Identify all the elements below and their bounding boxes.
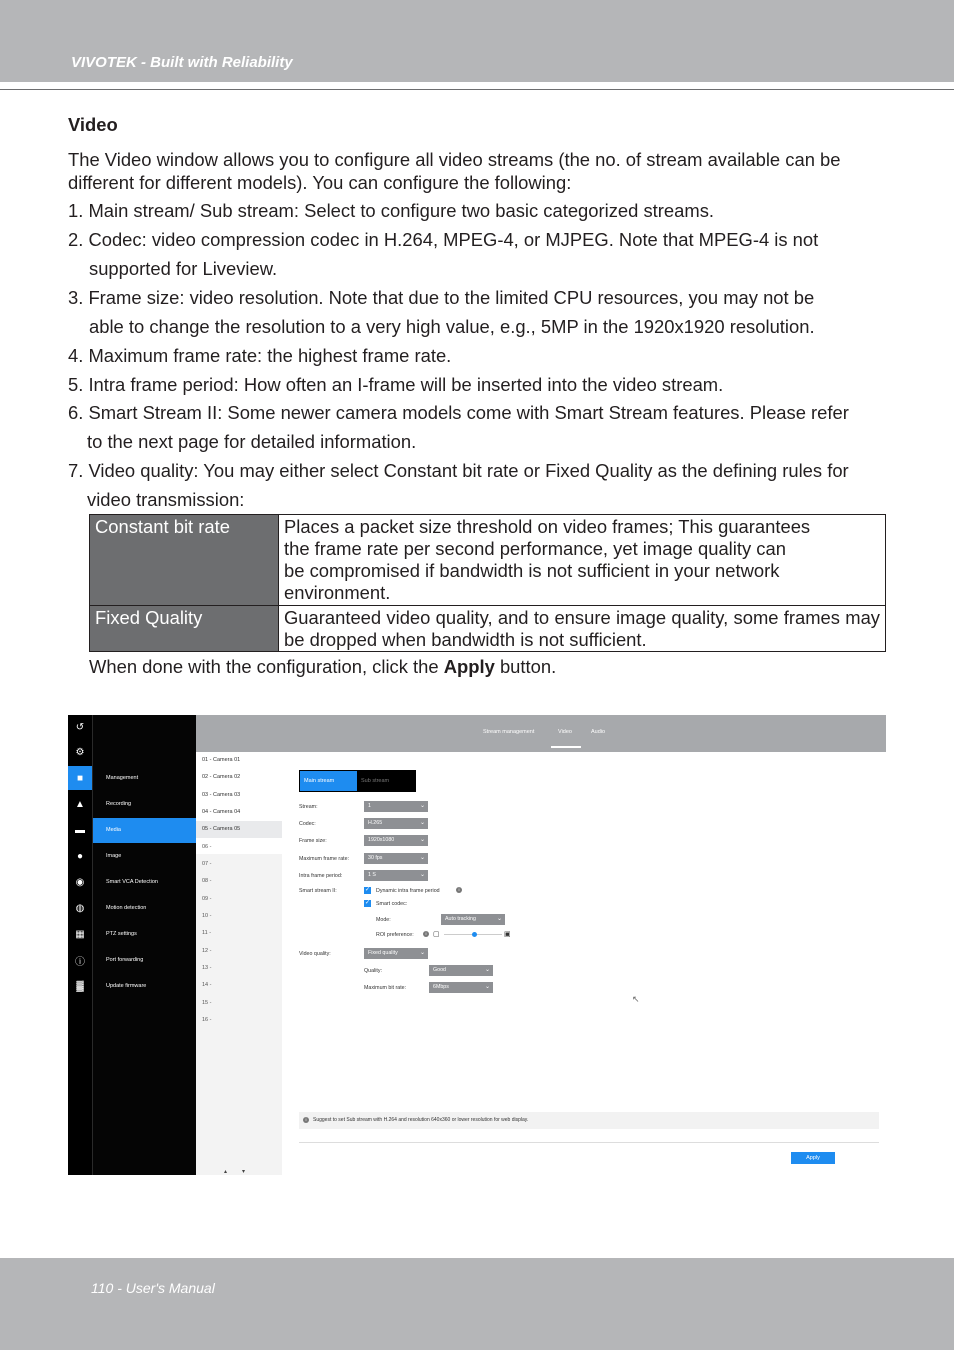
camera-item[interactable]: 09 - — [202, 896, 212, 902]
codec-label: Codec: — [299, 821, 316, 827]
closing-line — [89, 655, 909, 678]
user-icon[interactable]: ● — [76, 850, 84, 862]
smart-codec-checkbox[interactable]: ✓ — [364, 900, 371, 906]
tab-video[interactable]: Video — [558, 729, 572, 735]
info-icon[interactable]: ⓘ — [75, 956, 85, 968]
video-quality-table — [89, 514, 886, 652]
list-item-5: 5. Intra frame period: How often an I-frame will be inserted into the video stream. — [68, 374, 724, 395]
menu-item-ptz-settings[interactable]: PTZ settings — [106, 931, 137, 937]
mode-label: Mode: — [376, 917, 391, 923]
frame-size-value: 1920x1080 — [368, 837, 395, 843]
definition-line: the frame rate per second performance, yet image quality can — [284, 538, 786, 559]
quality-value: Good — [433, 967, 446, 973]
chevron-down-icon: ⌄ — [484, 984, 490, 990]
section-title: Video — [68, 114, 118, 135]
menu-item-media[interactable]: Media — [93, 818, 197, 843]
bell-icon[interactable]: ▲ — [75, 798, 85, 810]
max-frame-rate-label: Maximum frame rate: — [299, 856, 350, 862]
globe-icon[interactable]: ◍ — [75, 902, 85, 914]
max-frame-rate-select[interactable] — [364, 853, 428, 864]
chevron-down-icon: ⌄ — [419, 803, 425, 809]
camera-item[interactable]: 12 - — [202, 948, 212, 954]
definition-line: Places a packet size threshold on video frames; This guarantees — [284, 516, 811, 537]
notice-bar — [299, 1112, 879, 1129]
info-icon[interactable]: i — [456, 887, 462, 893]
footer-divider — [299, 1142, 879, 1143]
menu-item-port-forwarding[interactable]: Port forwarding — [106, 957, 144, 963]
quality-select[interactable] — [429, 965, 493, 976]
quality-label: Quality: — [364, 968, 382, 974]
info-icon[interactable]: i — [423, 931, 429, 937]
intra-frame-period-label: Intra frame period: — [299, 873, 343, 879]
max-bit-rate-select[interactable] — [429, 982, 493, 993]
roi-preference-label: ROI preference: — [376, 932, 414, 938]
video-settings-screenshot — [68, 715, 886, 1175]
menu-item-recording[interactable]: Recording — [106, 801, 132, 807]
camera-item[interactable]: 01 - Camera 01 — [202, 757, 241, 763]
dynamic-intra-checkbox[interactable]: ✓ — [364, 887, 371, 893]
tab-audio[interactable]: Audio — [591, 729, 606, 735]
camera-icon[interactable]: ■ — [68, 766, 92, 790]
info-icon: i — [303, 1117, 309, 1123]
chevron-down-icon: ⌄ — [419, 820, 425, 826]
list-item-3-cont: able to change the resolution to a very high value, e.g., 5MP in the 1920x1920 resolution. — [89, 316, 815, 337]
stream-label: Stream: — [299, 804, 318, 810]
tab-stream-management[interactable]: Stream management — [483, 729, 535, 735]
top-tab-bar — [196, 715, 886, 752]
apply-button[interactable]: Apply — [791, 1152, 835, 1164]
codec-value: H.265 — [368, 820, 383, 826]
video-quality-label: Video quality: — [299, 951, 331, 957]
low-detail-icon: ▢ — [433, 931, 440, 938]
frame-size-select[interactable] — [364, 835, 428, 846]
chevron-down-icon: ⌄ — [419, 872, 425, 878]
page-number: 110 - User's Manual — [91, 1280, 215, 1296]
frame-size-label: Frame size: — [299, 838, 327, 844]
list-item-7: 7. Video quality: You may either select Constant bit rate or Fixed Quality as the defining rules for — [68, 460, 849, 481]
apply-emphasis: Apply — [443, 656, 495, 677]
storage-icon[interactable]: ◉ — [75, 876, 85, 888]
camera-item[interactable]: 16 - — [202, 1017, 212, 1023]
mouse-pointer-icon: ↖ — [632, 994, 640, 1004]
closing-text: When done with the configuration, click the — [89, 656, 444, 677]
list-item-3: 3. Frame size: video resolution. Note that due to the limited CPU resources, you may not be — [68, 287, 815, 308]
menu-item-smart-vca[interactable]: Smart VCA Detection — [106, 879, 158, 885]
codec-select[interactable] — [364, 818, 428, 829]
list-item-4: 4. Maximum frame rate: the highest frame rate. — [68, 345, 452, 366]
brand-label: VIVOTEK - Built with Reliability — [71, 54, 293, 71]
stream-select[interactable] — [364, 801, 428, 812]
grid-icon[interactable]: ▦ — [75, 928, 85, 940]
video-quality-select[interactable] — [364, 948, 428, 959]
table-row — [90, 606, 886, 652]
icon-sidebar — [68, 715, 92, 1175]
page-footer — [0, 1258, 954, 1350]
active-tab-indicator — [551, 746, 581, 748]
mode-value: Auto tracking — [445, 916, 476, 922]
list-item-6: 6. Smart Stream II: Some newer camera models come with Smart Stream features. Please refer — [68, 402, 849, 423]
camera-item[interactable]: 06 - — [202, 844, 212, 850]
camera-item[interactable]: 11 - — [202, 930, 212, 936]
table-row — [90, 515, 886, 606]
camera-item[interactable]: 08 - — [202, 878, 212, 884]
monitor-icon[interactable]: ▬ — [75, 824, 85, 836]
header-divider — [0, 89, 954, 90]
smart-stream-label: Smart stream II: — [299, 888, 337, 894]
page-header — [0, 0, 954, 82]
chevron-down-icon: ⌄ — [496, 916, 502, 922]
settings-menu — [92, 715, 196, 1175]
term-cell: Fixed Quality — [90, 606, 279, 652]
stream-value: 1 — [368, 803, 371, 809]
menu-item-motion-detection[interactable]: Motion detection — [106, 905, 147, 911]
roi-slider-handle[interactable] — [472, 932, 477, 937]
list-item-2-cont: supported for Liveview. — [89, 258, 278, 279]
camera-item[interactable]: 10 - — [202, 913, 212, 919]
chevron-down-icon: ⌄ — [419, 837, 425, 843]
mode-select[interactable] — [441, 914, 505, 925]
list-item-6-cont: to the next page for detailed information. — [87, 431, 417, 452]
dynamic-intra-label: Dynamic intra frame period — [376, 888, 440, 894]
stream-toggle — [299, 770, 416, 792]
menu-item-management[interactable]: Management — [106, 775, 139, 781]
camera-item[interactable]: 02 - Camera 02 — [202, 774, 241, 780]
closing-text-end: button. — [494, 656, 557, 677]
intro-line-1: The Video window allows you to configure all video streams (the no. of stream available can be — [68, 149, 841, 170]
gear-icon[interactable]: ⚙ — [75, 746, 85, 758]
scroll-arrows-icon[interactable]: ▴ ▾ — [224, 1169, 246, 1175]
video-quality-value: Fixed quality — [368, 950, 398, 956]
camera-item[interactable]: 04 - Camera 04 — [202, 809, 241, 815]
term-cell: Constant bit rate — [90, 515, 279, 606]
camera-item[interactable]: 14 - — [202, 982, 212, 988]
main-stream-button[interactable]: Main stream — [300, 771, 357, 791]
intra-frame-period-value: 1 S — [368, 872, 376, 878]
chart-icon[interactable]: ▓ — [76, 980, 84, 992]
camera-item[interactable]: 13 - — [202, 965, 212, 971]
sub-stream-button[interactable]: Sub stream — [361, 778, 390, 784]
intra-frame-period-select[interactable] — [364, 870, 428, 881]
definition-cell — [279, 515, 886, 606]
chevron-down-icon: ⌄ — [484, 967, 490, 973]
high-detail-icon: ▣ — [504, 931, 511, 938]
smart-codec-label: Smart codec: — [376, 901, 408, 907]
chevron-down-icon: ⌄ — [419, 855, 425, 861]
max-bit-rate-label: Maximum bit rate: — [364, 985, 407, 991]
chevron-down-icon: ⌄ — [419, 950, 425, 956]
menu-item-update-firmware[interactable]: Update firmware — [106, 983, 147, 989]
max-frame-rate-value: 30 fps — [368, 855, 383, 861]
video-settings-panel — [282, 752, 886, 1175]
notice-text: Suggest to set Sub stream with H.264 and resolution 640x360 or lower resolution for web display. — [313, 1117, 529, 1123]
intro-line-2: different for different models). You can configure the following: — [68, 172, 572, 193]
list-item-7-cont: video transmission: — [87, 489, 245, 510]
list-item-1: 1. Main stream/ Sub stream: Select to configure two basic categorized streams. — [68, 200, 714, 221]
list-item-2: 2. Codec: video compression codec in H.264, MPEG-4, or MJPEG. Note that MPEG-4 is not — [68, 229, 819, 250]
home-icon[interactable]: ↺ — [75, 721, 85, 733]
camera-item[interactable]: 03 - Camera 03 — [202, 792, 241, 798]
camera-item[interactable]: 15 - — [202, 1000, 212, 1006]
camera-list — [196, 752, 282, 1175]
max-bit-rate-value: 6Mbps — [433, 984, 449, 990]
camera-item[interactable]: 05 - Camera 05 — [196, 821, 282, 838]
definition-cell: Guaranteed video quality, and to ensure image quality, some frames may be dropped when bandwidth is not sufficient. — [279, 606, 886, 652]
camera-item[interactable]: 07 - — [202, 861, 212, 867]
definition-line: environment. — [284, 582, 391, 603]
menu-item-image[interactable]: Image — [106, 853, 122, 859]
definition-line: be compromised if bandwidth is not sufficient in your network — [284, 560, 780, 581]
